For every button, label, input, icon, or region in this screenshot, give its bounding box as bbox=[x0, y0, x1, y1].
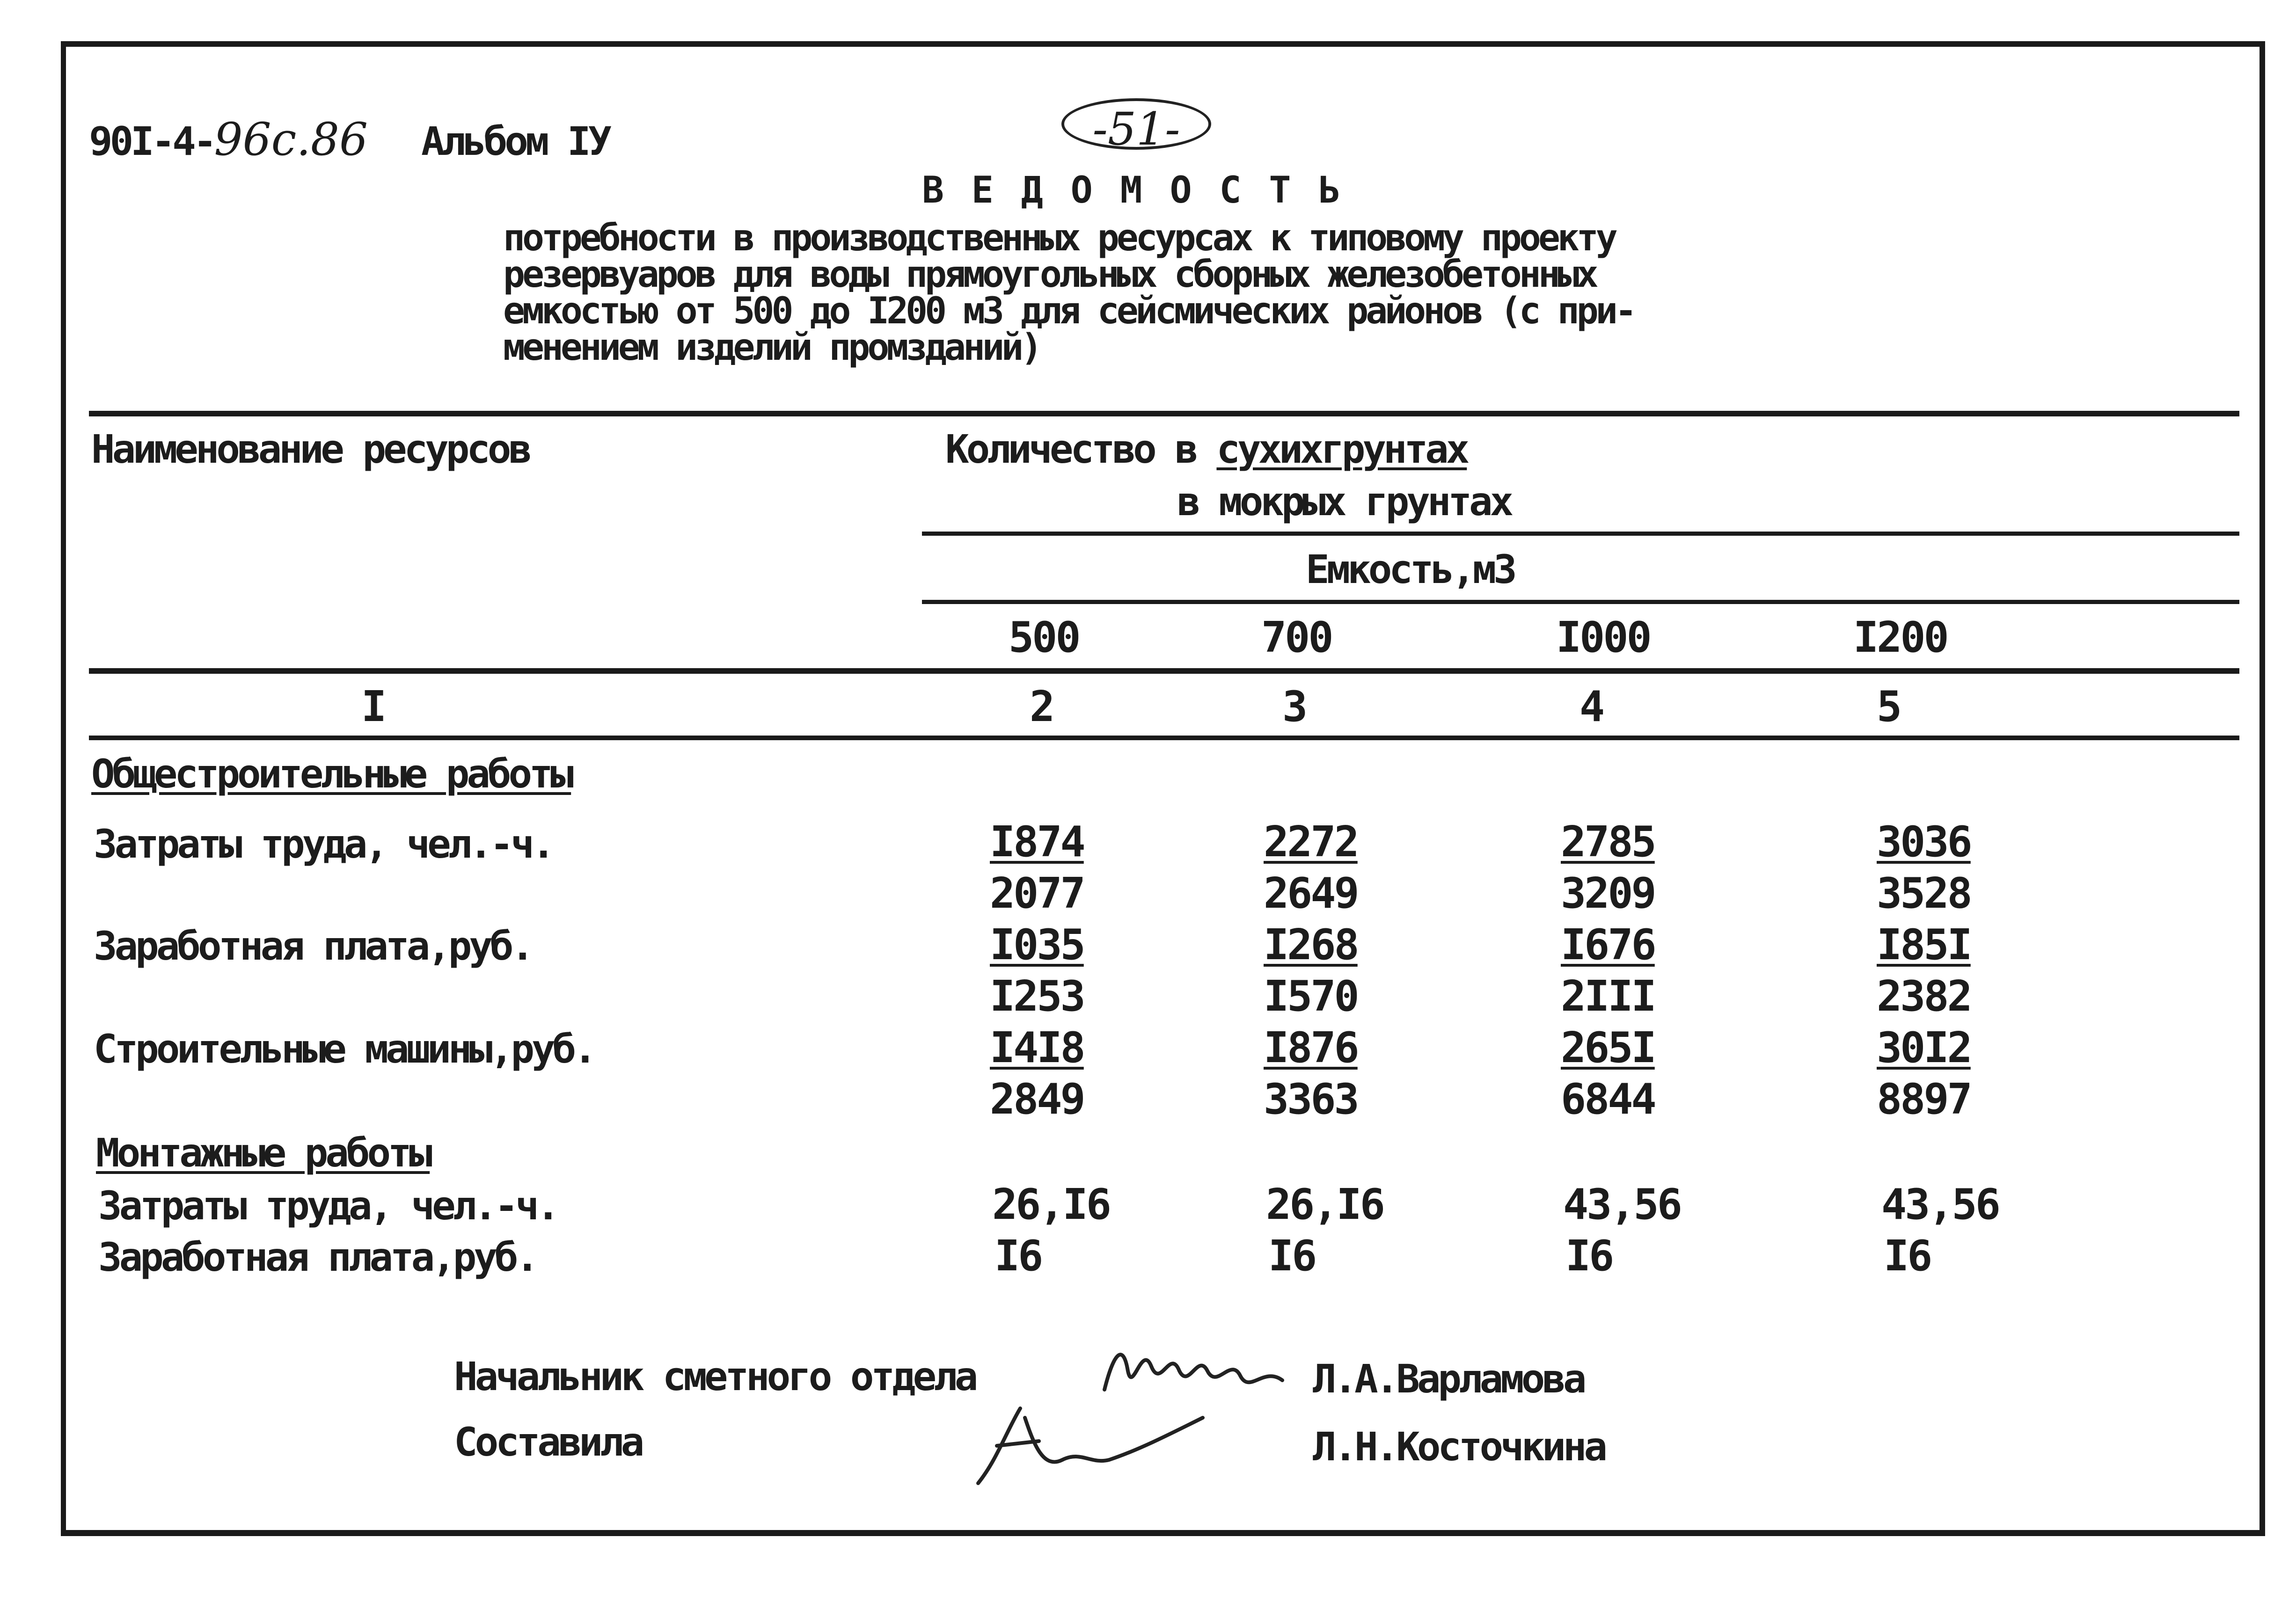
row-name-assembly-wages: Заработная плата,руб. bbox=[98, 1234, 537, 1280]
signature-role-head: Начальник сметного отдела bbox=[454, 1354, 976, 1399]
machines-dry-500: I4I8 bbox=[990, 1023, 1084, 1072]
row-name-assembly-labor: Затраты труда, чел.-ч. bbox=[98, 1183, 557, 1229]
labor-wet-500: 2077 bbox=[990, 869, 1084, 918]
wages-dry-1000: I676 bbox=[1561, 920, 1655, 969]
wages-wet-1000: 2III bbox=[1561, 972, 1655, 1021]
capacity-1000: I000 bbox=[1556, 613, 1650, 662]
document-code bbox=[89, 113, 368, 166]
labor-dry-1000: 2785 bbox=[1561, 817, 1655, 867]
subtitle-line-3: емкостью от 500 до I200 м3 для сейсмических районов (с при- bbox=[503, 290, 1634, 332]
labor-dry-700: 2272 bbox=[1264, 817, 1358, 867]
quantity-header-prefix: Количество в bbox=[945, 426, 1217, 472]
assembly-wages-1200: I6 bbox=[1884, 1231, 1931, 1281]
row-name-wages: Заработная плата,руб. bbox=[94, 923, 532, 969]
assembly-labor-500: 26,I6 bbox=[992, 1180, 1110, 1229]
labor-dry-500: I874 bbox=[990, 817, 1084, 867]
assembly-labor-1200: 43,56 bbox=[1881, 1180, 1999, 1229]
assembly-labor-1000: 43,56 bbox=[1563, 1180, 1681, 1229]
quantity-header-rule bbox=[922, 532, 2239, 536]
machines-wet-1000: 6844 bbox=[1561, 1075, 1655, 1124]
labor-dry-1200: 3036 bbox=[1877, 817, 1971, 867]
machines-wet-500: 2849 bbox=[990, 1075, 1084, 1124]
subtitle-line-4: менением изделий промзданий) bbox=[503, 327, 1040, 369]
section-title-general: Общестроительные работы bbox=[91, 751, 571, 797]
wages-wet-1200: 2382 bbox=[1877, 972, 1971, 1021]
quantity-header-wet: в мокрых грунтах bbox=[1177, 479, 1511, 525]
signature-name-head: Л.А.Варламова bbox=[1313, 1356, 1584, 1402]
capacity-1200: I200 bbox=[1853, 613, 1947, 662]
signature-compiler bbox=[969, 1390, 1212, 1493]
document-heading: В Е Д О М О С Т Ь bbox=[922, 169, 1344, 211]
album-label: Альбом IУ bbox=[421, 118, 609, 164]
machines-dry-1000: 265I bbox=[1561, 1023, 1655, 1072]
assembly-labor-700: 26,I6 bbox=[1266, 1180, 1383, 1229]
wages-dry-1200: I85I bbox=[1877, 920, 1971, 969]
quantity-header-dry: сухихгрунтах bbox=[1216, 426, 1467, 472]
row-name-labor: Затраты труда, чел.-ч. bbox=[94, 821, 553, 867]
column-number-2: 2 bbox=[1030, 682, 1053, 731]
resource-name-header: Наименование ресурсов bbox=[91, 426, 530, 472]
capacity-500: 500 bbox=[1009, 613, 1079, 662]
header-bottom-rule bbox=[89, 668, 2239, 674]
assembly-wages-700: I6 bbox=[1268, 1231, 1316, 1281]
column-number-1: I bbox=[361, 682, 385, 731]
labor-wet-1200: 3528 bbox=[1877, 869, 1971, 918]
capacity-700: 700 bbox=[1261, 613, 1332, 662]
section-title-assembly: Монтажные работы bbox=[96, 1130, 430, 1176]
labor-wet-700: 2649 bbox=[1264, 869, 1358, 918]
table-top-rule bbox=[89, 411, 2239, 416]
column-number-5: 5 bbox=[1877, 682, 1901, 731]
capacity-header-rule bbox=[922, 600, 2239, 604]
assembly-wages-500: I6 bbox=[994, 1231, 1042, 1281]
page-number-stamp bbox=[1061, 98, 1211, 155]
assembly-wages-1000: I6 bbox=[1565, 1231, 1613, 1281]
wages-dry-700: I268 bbox=[1264, 920, 1358, 969]
machines-dry-1200: 30I2 bbox=[1877, 1023, 1971, 1072]
machines-wet-700: 3363 bbox=[1264, 1075, 1358, 1124]
wages-wet-500: I253 bbox=[990, 972, 1084, 1021]
column-number-3: 3 bbox=[1282, 682, 1306, 731]
capacity-header: Емкость,м3 bbox=[1306, 546, 1514, 592]
column-number-4: 4 bbox=[1579, 682, 1603, 731]
quantity-header bbox=[945, 426, 1467, 472]
signature-name-compiler: Л.Н.Косточкина bbox=[1313, 1424, 1605, 1470]
row-name-machines: Строительные машины,руб. bbox=[94, 1026, 594, 1072]
column-numbers-rule bbox=[89, 736, 2239, 740]
subtitle-line-2: резервуаров для воды прямоугольных сборных железобетонных bbox=[503, 254, 1596, 296]
signature-role-compiler: Составила bbox=[454, 1419, 642, 1465]
document-code-printed: 90I-4- bbox=[89, 118, 214, 164]
labor-wet-1000: 3209 bbox=[1561, 869, 1655, 918]
machines-dry-700: I876 bbox=[1264, 1023, 1358, 1072]
subtitle-line-1: потребности в производственных ресурсах к типовому проекту bbox=[503, 217, 1615, 259]
wages-dry-500: I035 bbox=[990, 920, 1084, 969]
document-code-handwritten: 96с.86 bbox=[214, 113, 368, 166]
machines-wet-1200: 8897 bbox=[1877, 1075, 1971, 1124]
wages-wet-700: I570 bbox=[1264, 972, 1358, 1021]
page-number: -51- bbox=[1092, 103, 1180, 155]
